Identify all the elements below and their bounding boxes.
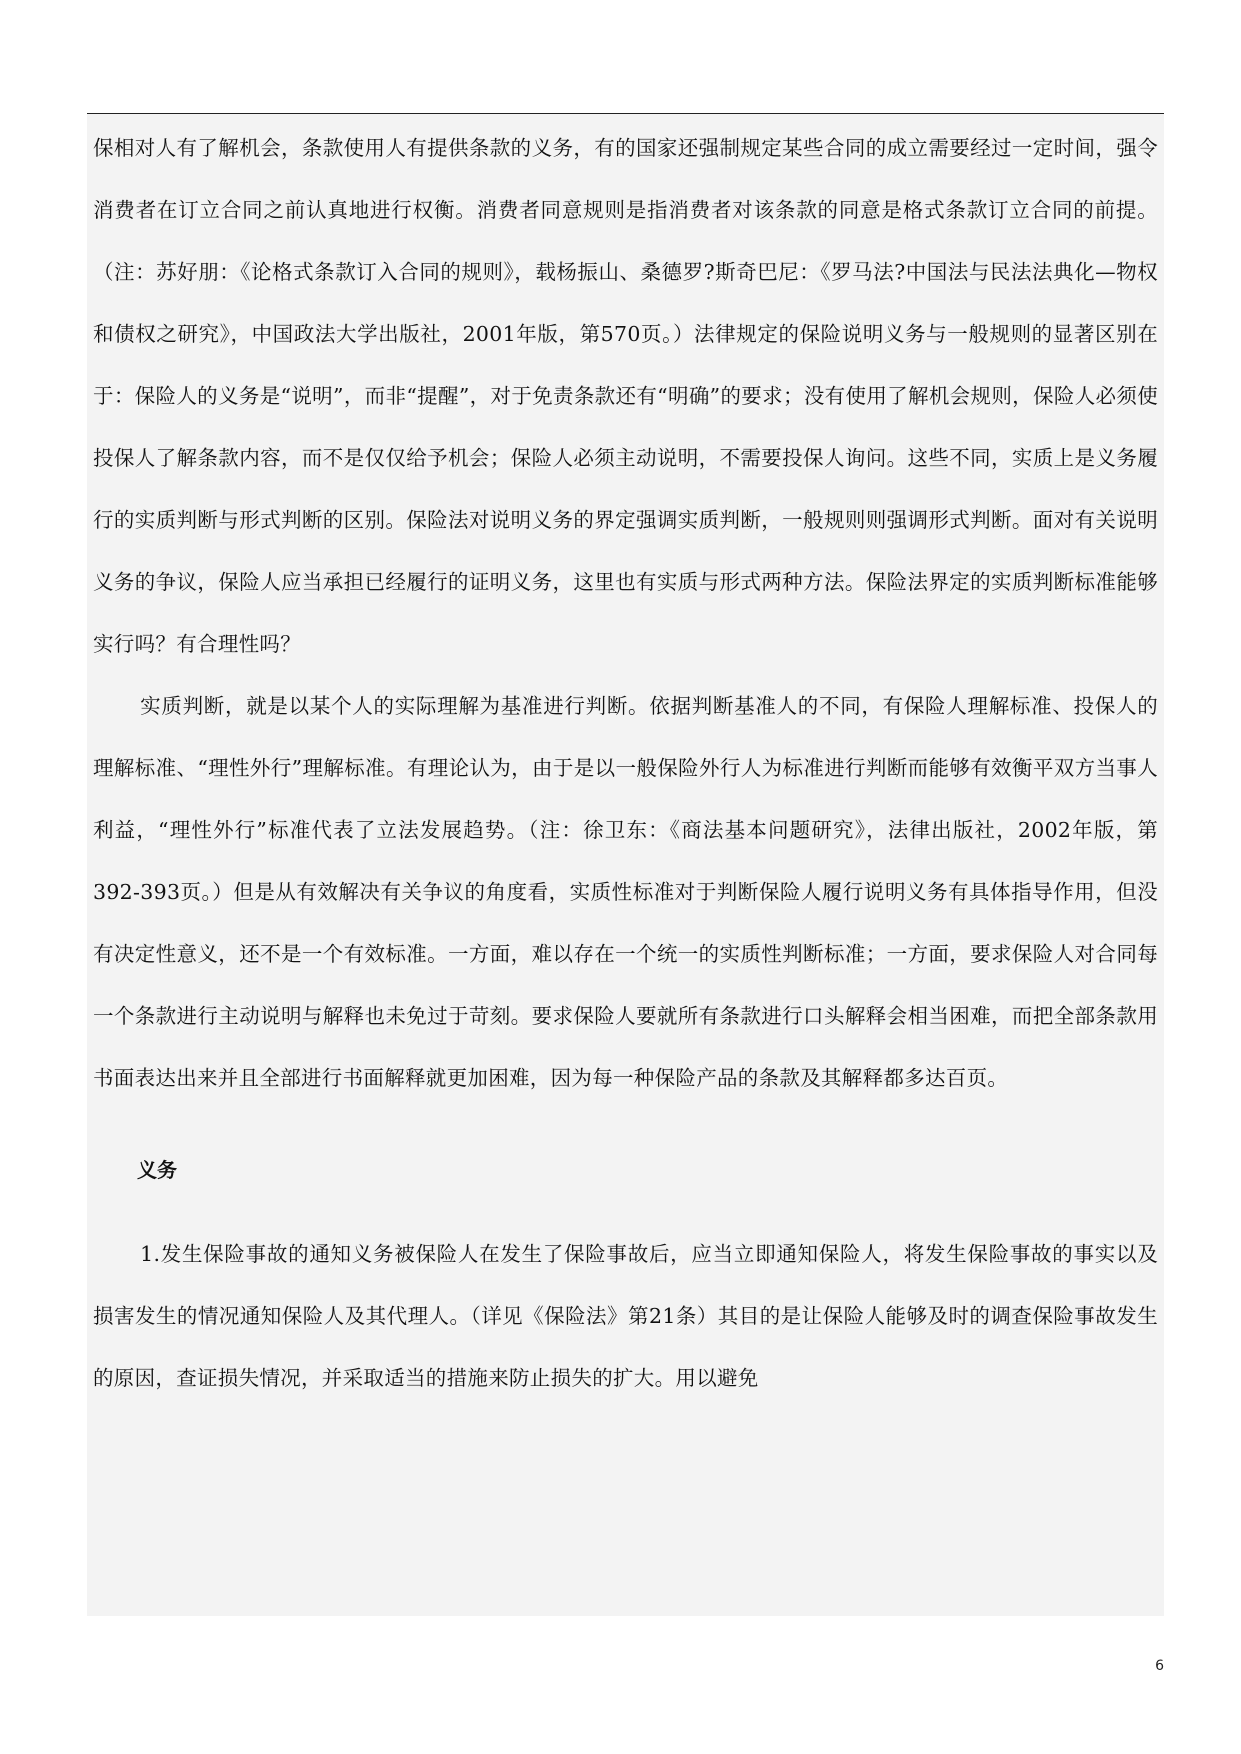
paragraph-2: 实质判断，就是以某个人的实际理解为基准进行判断。依据判断基准人的不同，有保险人理解标准、投保人的理解标准、“理性外行”理解标准。有理论认为，由于是以一般保险外行人为标准进行判断而能够有效衡平双方当事人利益，“理性外行”标准代表了立法发展趋势。（注：徐卫东：《商法基本问题研究》，法律出版社，2002年版，第392-393页。）但是从有效解决有关争议的角度看，实质性标准对于判断保险人履行说明义务有具体指导作用，但没有决定性意义，还不是一个有效标准。一方面，难以存在一个统一的实质性判断标准；一方面，要求保险人对合同每一个条款进行主动说明与解释也未免过于苛刻。要求保险人要就所有条款进行口头解释会相当困难，而把全部条款用书面表达出来并且全部进行书面解释就更加困难，因为每一种保险产品的条款及其解释都多达百页。 — [93, 694, 1158, 1090]
paragraph-3: 1.发生保险事故的通知义务被保险人在发生了保险事故后，应当立即通知保险人，将发生保险事故的事实以及损害发生的情况通知保险人及其代理人。（详见《保险法》第21条）其目的是让保险人能够及时的调查保险事故发生的原因，查证损失情况，并采取适当的措施来防止损失的扩大。用以避免 — [93, 1242, 1158, 1390]
section-heading: 义务 — [137, 1158, 177, 1182]
page-number: 6 — [1155, 1658, 1164, 1674]
paragraph-1: 保相对人有了解机会，条款使用人有提供条款的义务，有的国家还强制规定某些合同的成立需要经过一定时间，强令消费者在订立合同之前认真地进行权衡。消费者同意规则是指消费者对该条款的同意是格式条款订立合同的前提。（注：苏好朋：《论格式条款订入合同的规则》，载杨振山、桑德罗?斯奇巴尼：《罗马法?中国法与民法法典化—物权和债权之研究》，中国政法大学出版社，2001年版，第570页。）法律规定的保险说明义务与一般规则的显著区别在于：保险人的义务是“说明”，而非“提醒”，对于免责条款还有“明确”的要求；没有使用了解机会规则，保险人必须使投保人了解条款内容，而不是仅仅给予机会；保险人必须主动说明，不需要投保人询问。这些不同，实质上是义务履行的实质判断与形式判断的区别。保险法对说明义务的界定强调实质判断，一般规则则强调形式判断。面对有关说明义务的争议，保险人应当承担已经履行的证明义务，这里也有实质与形式两种方法。保险法界定的实质判断标准能够实行吗？有合理性吗？ — [93, 136, 1158, 656]
document-body — [87, 114, 1164, 1616]
